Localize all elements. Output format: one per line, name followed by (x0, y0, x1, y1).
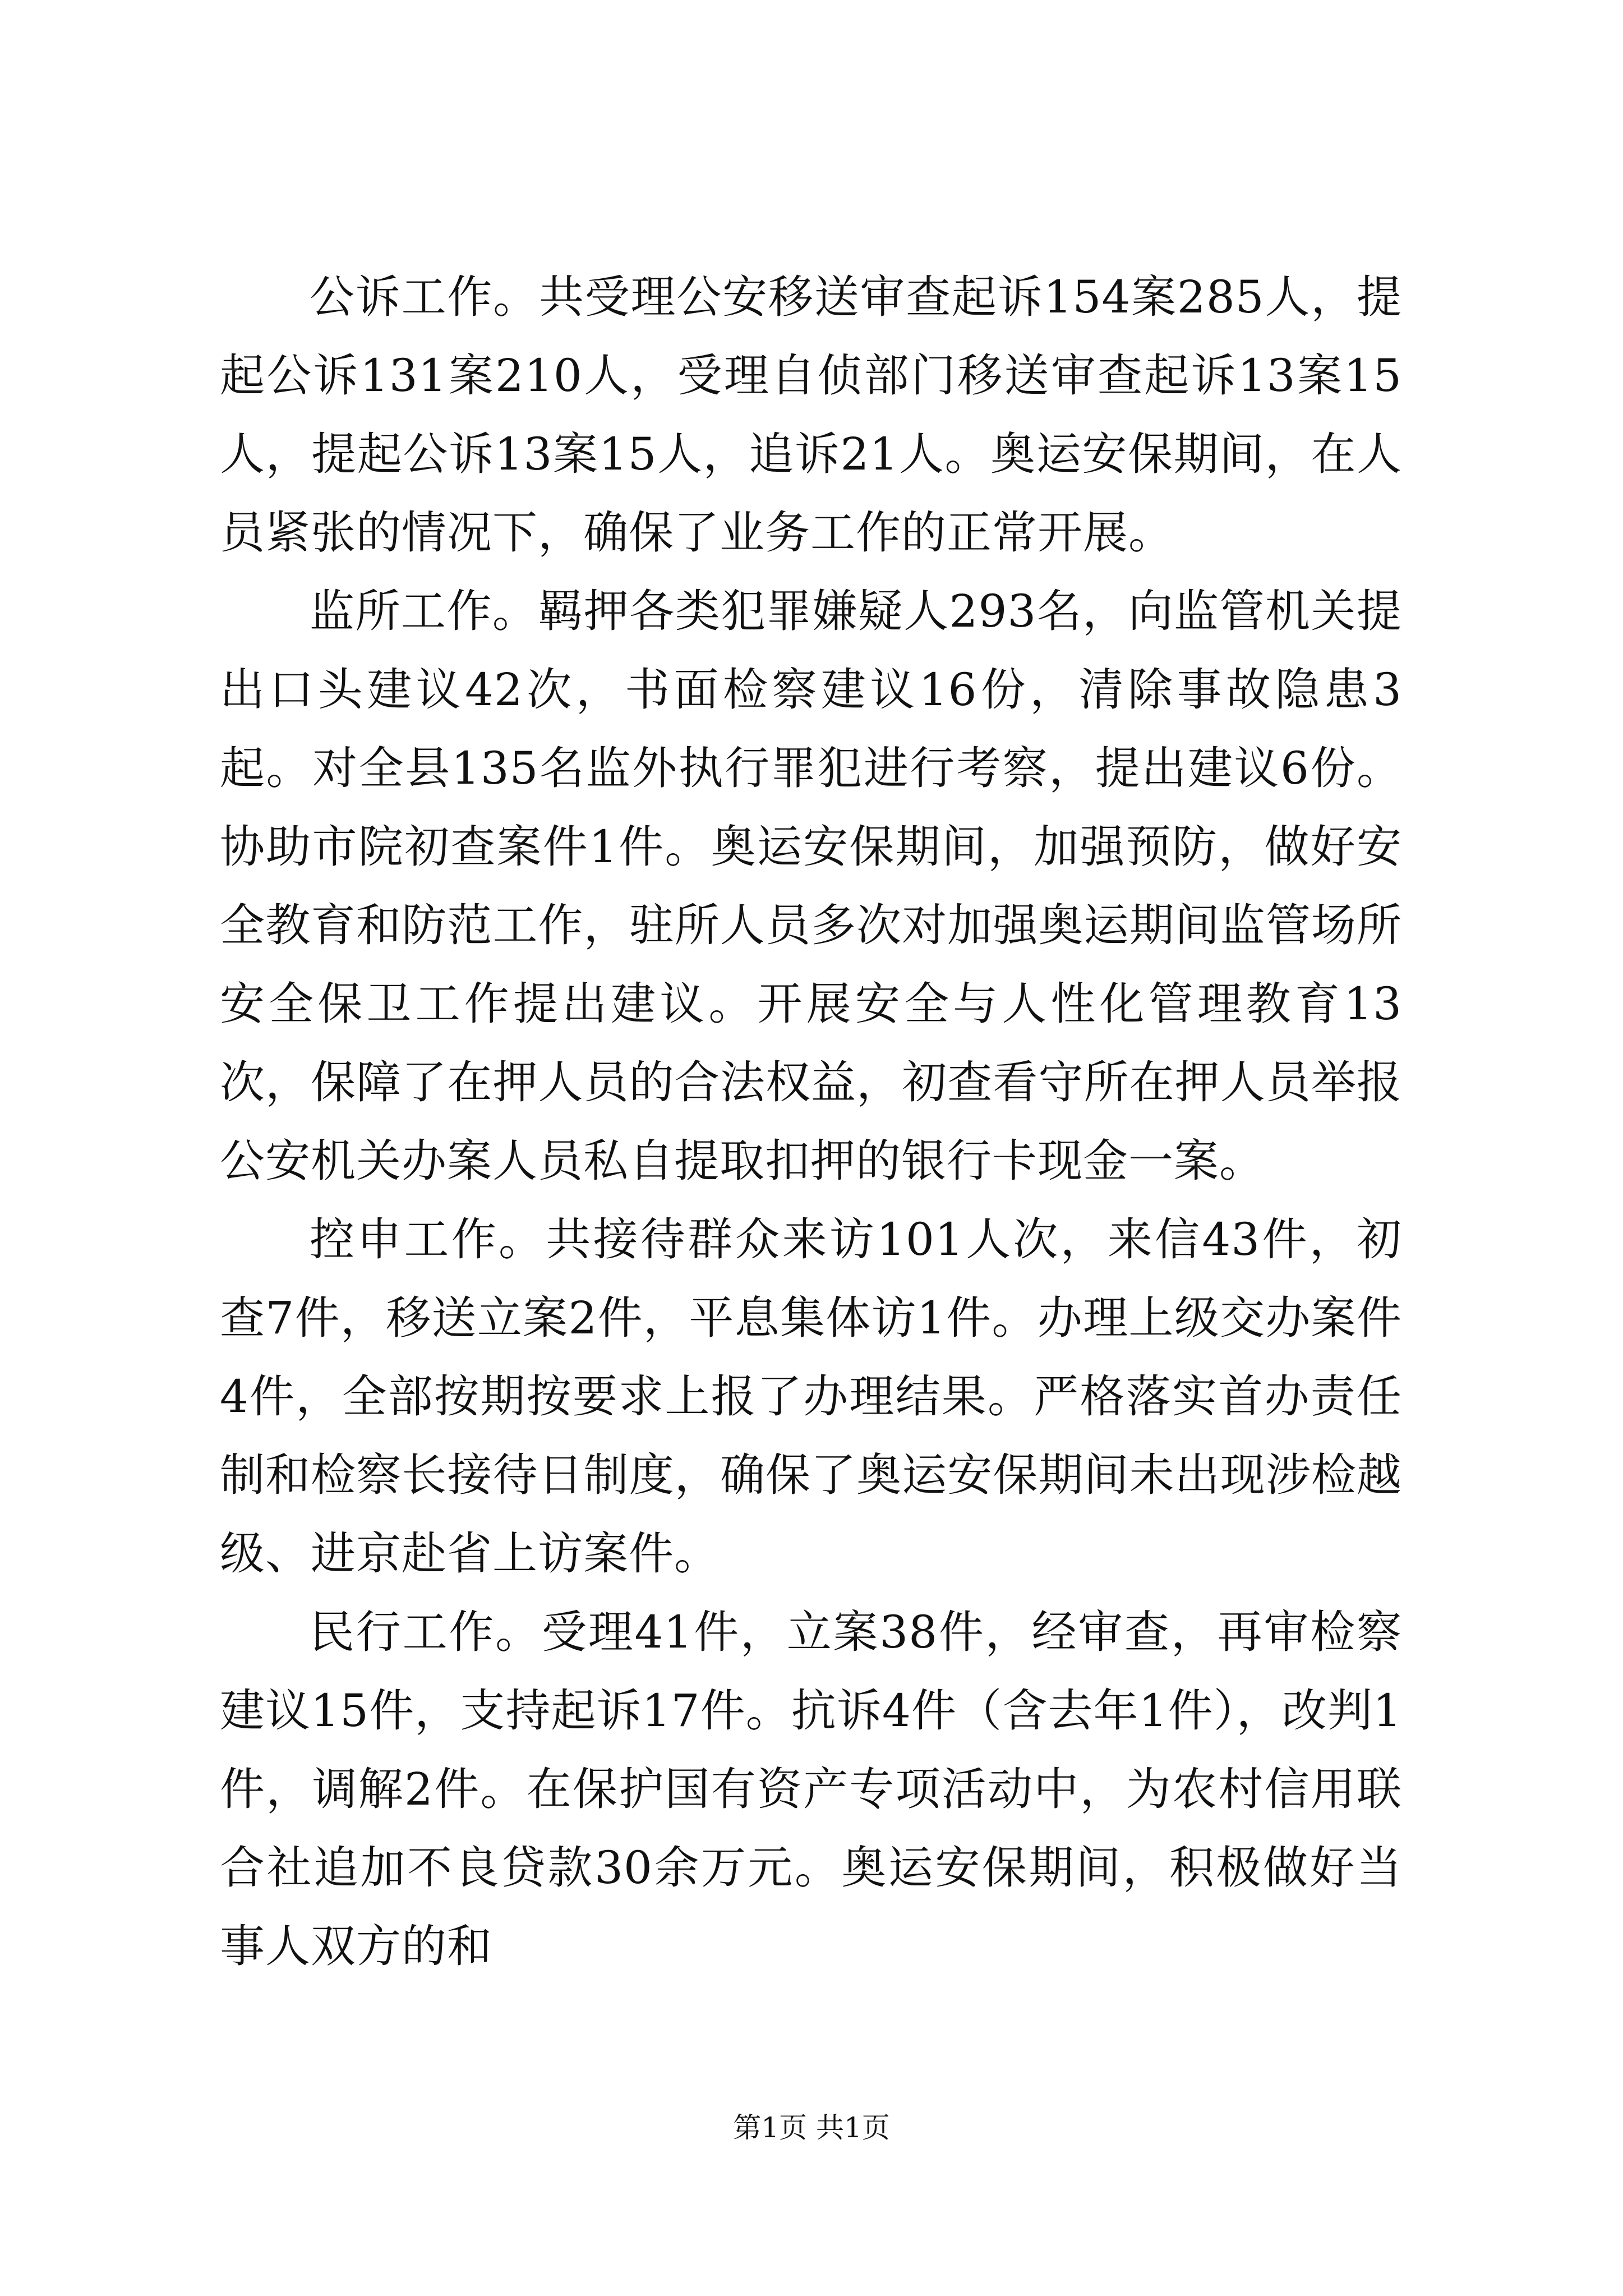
paragraph-complaints: 控申工作。共接待群众来访101人次，来信43件，初查7件，移送立案2件，平息集体访1件。办理上级交办案件4件，全部按期按要求上报了办理结果。严格落实首办责任制和检察长接待日制度，确保了奥运安保期间未出现涉检越级、进京赴省上访案件。 (220, 1213, 1402, 1580)
document-body (220, 258, 1402, 1986)
paragraph-detention-supervision: 监所工作。羁押各类犯罪嫌疑人293名，向监管机关提出口头建议42次，书面检察建议16份，清除事故隐患3起。对全县135名监外执行罪犯进行考察，提出建议6份。协助市院初查案件1件。奥运安保期间，加强预防，做好安全教育和防范工作，驻所人员多次对加强奥运期间监管场所安全保卫工作提出建议。开展安全与人性化管理教育13次，保障了在押人员的合法权益，初查看守所在押人员举报公安机关办案人员私自提取扣押的银行卡现金一案。 (220, 585, 1402, 1187)
paragraph-prosecution: 公诉工作。共受理公安移送审查起诉154案285人，提起公诉131案210人，受理自侦部门移送审查起诉13案15人，提起公诉13案15人，追诉21人。奥运安保期间，在人员紧张的情况下，确保了业务工作的正常开展。 (220, 271, 1402, 559)
paragraph-civil-administrative: 民行工作。受理41件，立案38件，经审查，再审检察建议15件，支持起诉17件。抗诉4件（含去年1件），改判1件，调解2件。在保护国有资产专项活动中，为农村信用联合社追加不良贷款30余万元。奥运安保期间，积极做好当事人双方的和 (220, 1606, 1402, 1972)
page-number-footer: 第1页 共1页 (733, 2111, 890, 2144)
